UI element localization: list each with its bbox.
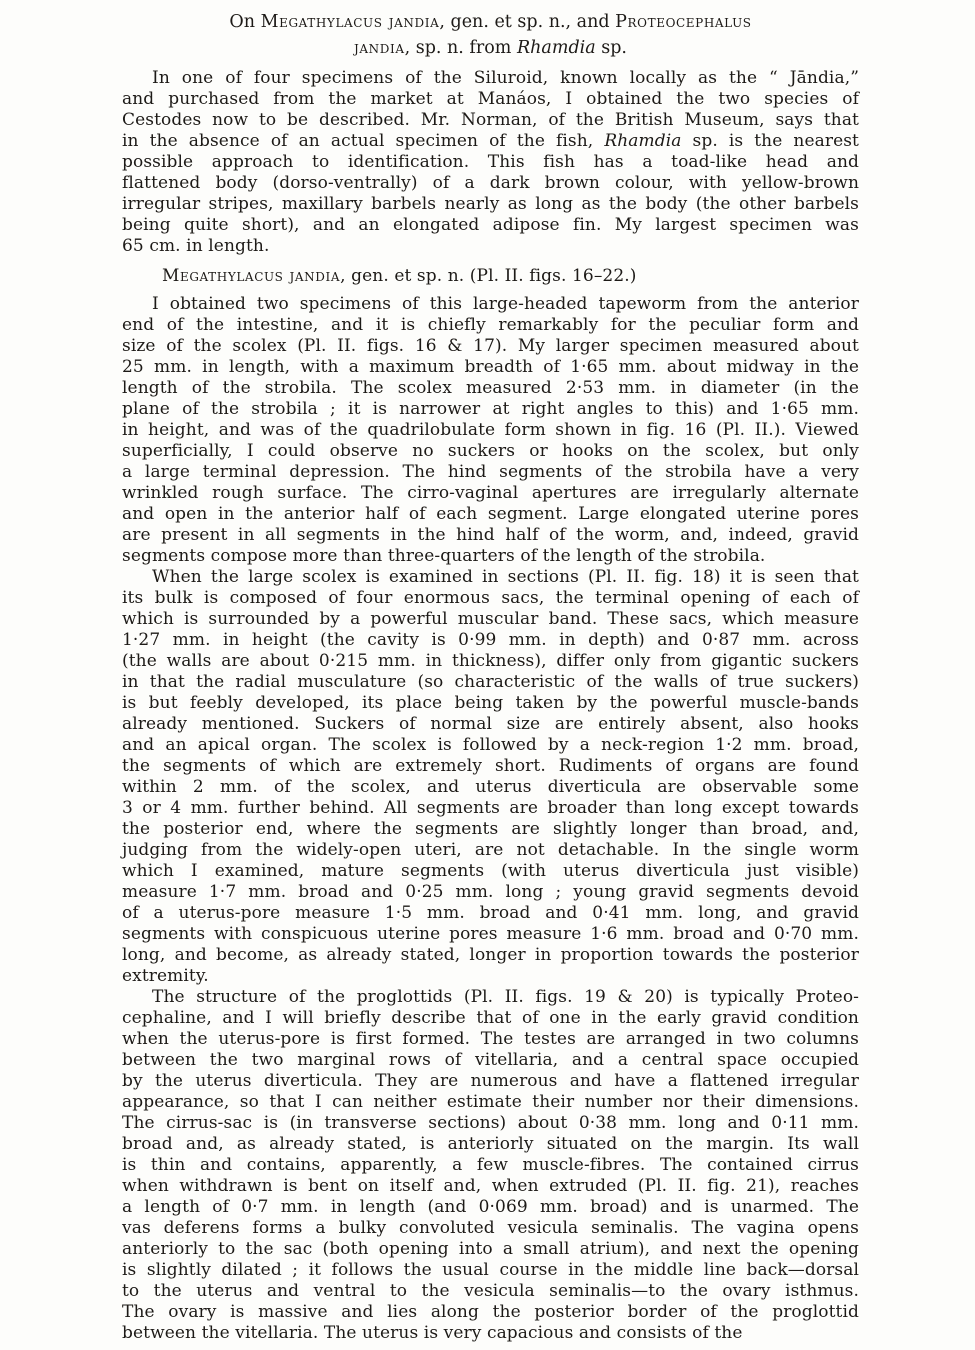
text-line: The ovary is massive and lies along the posterior border of the proglottid bbox=[122, 1302, 859, 1322]
paragraph bbox=[122, 987, 859, 1344]
text-line: Megathylacus jandia, gen. et sp. n. (Pl. II. figs. 16–22.) bbox=[162, 266, 637, 286]
text-line: When the large scolex is examined in sections (Pl. II. fig. 18) it is seen that bbox=[152, 567, 859, 587]
text-line: in that the radial musculature (so characteristic of the walls of true suckers) bbox=[122, 672, 859, 692]
text-line: between the two marginal rows of vitellaria, and a central space occupied bbox=[122, 1050, 859, 1070]
text-line: 65 cm. in length. bbox=[122, 236, 270, 256]
text-line: in height, and was of the quadrilobulate form shown in fig. 16 (Pl. II.). Viewed bbox=[122, 420, 859, 440]
text-line: segments compose more than three-quarters of the length of the strobila. bbox=[122, 546, 766, 566]
text-line: judging from the widely-open uteri, are not detachable. In the single worm bbox=[122, 840, 859, 860]
text-line: being quite short), and an elongated adipose fin. My largest specimen was bbox=[122, 215, 859, 235]
text-line: to the uterus and ventral to the vesicula seminalis—to the ovary isthmus. bbox=[122, 1281, 859, 1301]
text-line: measure 1·7 mm. broad and 0·25 mm. long ; young gravid segments devoid bbox=[122, 882, 859, 902]
text-line: In one of four specimens of the Siluroid, known locally as the “ Jāndia,” bbox=[152, 68, 859, 88]
paper-title bbox=[122, 9, 859, 61]
text-line: vas deferens forms a bulky convoluted vesicula seminalis. The vagina opens bbox=[122, 1218, 859, 1238]
text-line: and purchased from the market at Manáos, I obtained the two species of bbox=[122, 89, 859, 109]
text-line: extremity. bbox=[122, 966, 209, 986]
text-line: within 2 mm. of the scolex, and uterus diverticula are observable some bbox=[122, 777, 859, 797]
text-line: end of the intestine, and it is chiefly remarkably for the peculiar form and bbox=[122, 315, 859, 335]
text-line: already mentioned. Suckers of normal size are entirely absent, also hooks bbox=[122, 714, 859, 734]
text-line: flattened body (dorso-ventrally) of a dark brown colour, with yellow-brown bbox=[122, 173, 859, 193]
section-heading bbox=[122, 266, 859, 287]
text-line: between the vitellaria. The uterus is very capacious and consists of the bbox=[122, 1323, 743, 1343]
text-line: a length of 0·7 mm. in length (and 0·069 mm. broad) and is unarmed. The bbox=[122, 1197, 859, 1217]
text-line: a large terminal depression. The hind segments of the strobila have a very bbox=[122, 462, 859, 482]
text-line: appearance, so that I can neither estimate their number nor their dimensions. bbox=[122, 1092, 859, 1112]
text-line: size of the scolex (Pl. II. figs. 16 & 17). My larger specimen measured about bbox=[122, 336, 859, 356]
text-line: The cirrus-sac is (in transverse sections) about 0·38 mm. long and 0·11 mm. bbox=[122, 1113, 859, 1133]
page-body bbox=[122, 68, 859, 1344]
text-line: in the absence of an actual specimen of the fish, Rhamdia sp. is the nearest bbox=[122, 131, 859, 151]
text-line: by the uterus diverticula. They are numerous and have a flattened irregular bbox=[122, 1071, 859, 1091]
text-line: which is surrounded by a powerful muscular band. These sacs, which measure bbox=[122, 609, 859, 629]
text-line: segments with conspicuous uterine pores measure 1·6 mm. broad and 0·70 mm. bbox=[122, 924, 859, 944]
text-line: the posterior end, where the segments are slightly longer than broad, and, bbox=[122, 819, 859, 839]
text-line: broad and, as already stated, is anteriorly situated on the margin. Its wall bbox=[122, 1134, 859, 1154]
paragraph bbox=[122, 294, 859, 567]
text-line: long, and become, as already stated, longer in proportion towards the posterior bbox=[122, 945, 859, 965]
text-line: and open in the anterior half of each segment. Large elongated uterine pores bbox=[122, 504, 859, 524]
text-line: cephaline, and I will briefly describe that of one in the early gravid condition bbox=[122, 1008, 859, 1028]
text-line: its bulk is composed of four enormous sacs, the terminal opening of each of bbox=[122, 588, 859, 608]
text-line: I obtained two specimens of this large-headed tapeworm from the anterior bbox=[152, 294, 859, 314]
text-line: the segments of which are extremely short. Rudiments of organs are found bbox=[122, 756, 859, 776]
text-line: possible approach to identification. This fish has a toad-like head and bbox=[122, 152, 859, 172]
text-line: length of the strobila. The scolex measured 2·53 mm. in diameter (in the bbox=[122, 378, 859, 398]
text-line: is slightly dilated ; it follows the usual course in the middle line back—dorsal bbox=[122, 1260, 859, 1280]
text-line: is but feebly developed, its place being taken by the powerful muscle-bands bbox=[122, 693, 859, 713]
text-line: plane of the strobila ; it is narrower at right angles to this) and 1·65 mm. bbox=[122, 399, 859, 419]
text-line: The structure of the proglottids (Pl. II. figs. 19 & 20) is typically Proteo- bbox=[152, 987, 859, 1007]
text-line: irregular stripes, maxillary barbels nearly as long as the body (the other barbels bbox=[122, 194, 859, 214]
text-line: 25 mm. in length, with a maximum breadth of 1·65 mm. about midway in the bbox=[122, 357, 859, 377]
text-line: wrinkled rough surface. The cirro-vaginal apertures are irregularly alternate bbox=[122, 483, 859, 503]
text-line: when the uterus-pore is first formed. The testes are arranged in two columns bbox=[122, 1029, 859, 1049]
text-line: 3 or 4 mm. further behind. All segments are broader than long except towards bbox=[122, 798, 859, 818]
text-line: which I examined, mature segments (with uterus diverticula just visible) bbox=[122, 861, 859, 881]
paper-title-line-2: jandia, sp. n. from Rhamdia sp. bbox=[353, 38, 627, 58]
text-line: is thin and contains, apparently, a few muscle-fibres. The contained cirrus bbox=[122, 1155, 859, 1175]
text-line: when withdrawn is bent on itself and, when extruded (Pl. II. fig. 21), reaches bbox=[122, 1176, 859, 1196]
text-line: of a uterus-pore measure 1·5 mm. broad and 0·41 mm. long, and gravid bbox=[122, 903, 859, 923]
text-line: are present in all segments in the hind half of the worm, and, indeed, gravid bbox=[122, 525, 859, 545]
text-line: Cestodes now to be described. Mr. Norman, of the British Museum, says that bbox=[122, 110, 859, 130]
text-line: and an apical organ. The scolex is followed by a neck-region 1·2 mm. broad, bbox=[122, 735, 859, 755]
text-line: 1·27 mm. in height (the cavity is 0·99 mm. in depth) and 0·87 mm. across bbox=[122, 630, 859, 650]
paper-title-line-1: On Megathylacus jandia, gen. et sp. n., and Proteocephalus bbox=[229, 12, 752, 32]
text-line: superficially, I could observe no suckers or hooks on the scolex, but only bbox=[122, 441, 859, 461]
paragraph bbox=[122, 567, 859, 987]
paragraph bbox=[122, 68, 859, 257]
text-line: anteriorly to the sac (both opening into a small atrium), and next the opening bbox=[122, 1239, 859, 1259]
text-line: (the walls are about 0·215 mm. in thickness), differ only from gigantic suckers bbox=[122, 651, 859, 671]
